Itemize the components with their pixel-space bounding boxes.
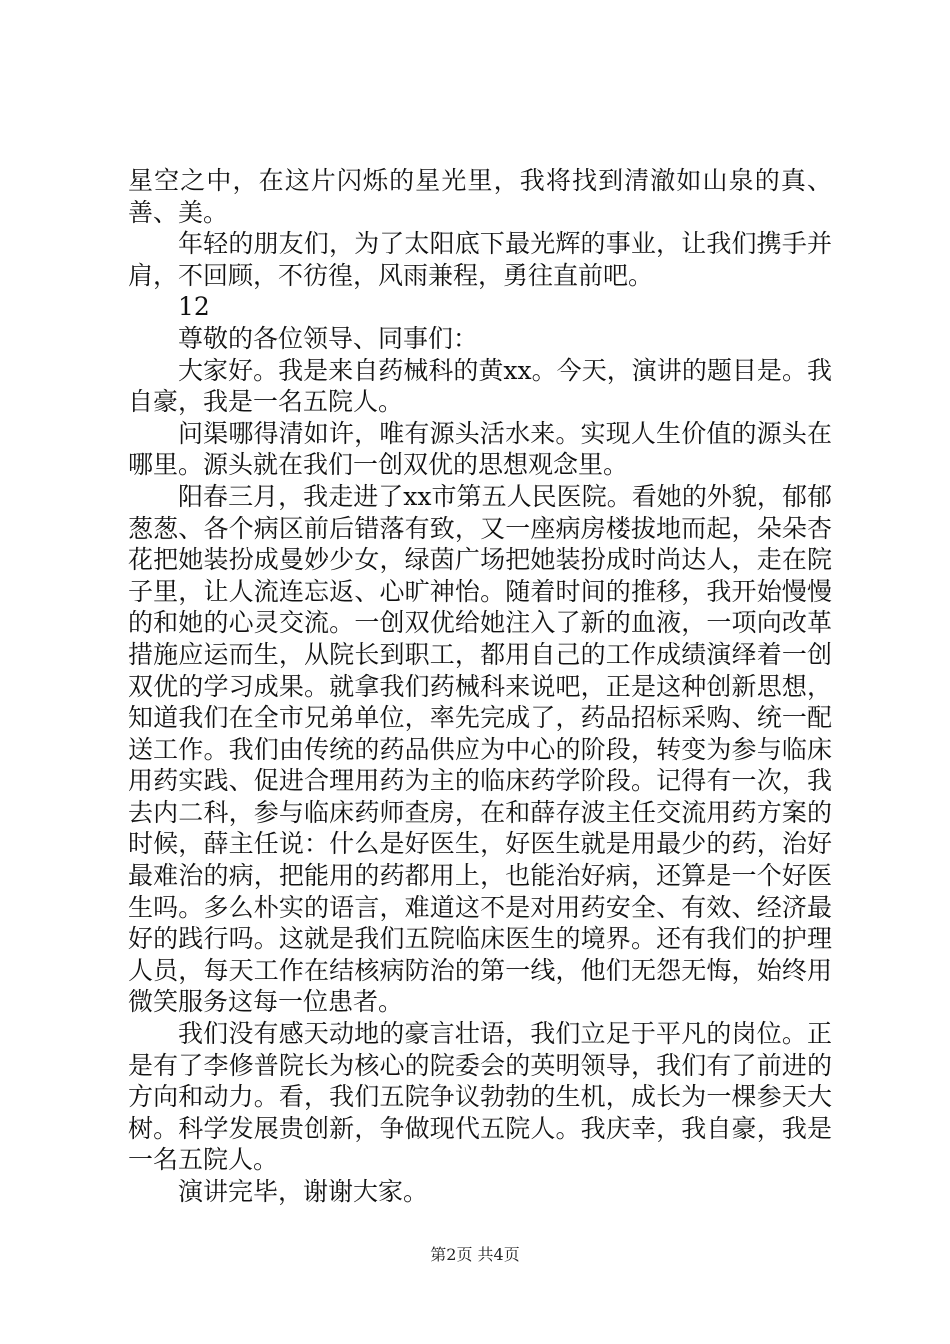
paragraph-leadership: 我们没有感天动地的豪言壮语，我们立足于平凡的岗位。正是有了李修普院长为核心的院委会的英明领导，我们有了前进的方向和动力。看，我们五院争议勃勃的生机，成长为一棵参天大树。科学发展贵创新，争做现代五院人。我庆幸，我自豪，我是一名五院人。 [128, 1019, 832, 1175]
paragraph-ending: 演讲完毕，谢谢大家。 [178, 1177, 429, 1206]
paragraph-introduction: 大家好。我是来自药械科的黄xx。今天，演讲的题目是。我自豪，我是一名五院人。 [128, 355, 832, 417]
paragraph-source-of-value: 问渠哪得清如许，唯有源头活水来。实现人生价值的源头在哪里。源头就在我们一创双优的思想观念里。 [128, 418, 832, 480]
document-body [128, 165, 832, 1208]
salutation: 尊敬的各位领导、同事们： [178, 323, 479, 353]
section-number: 12 [178, 292, 210, 322]
paragraph-hospital-story: 阳春三月，我走进了xx市第五人民医院。看她的外貌，郁郁葱葱、各个病区前后错落有致，又一座病房楼拔地而起，朵朵杏花把她装扮成曼妙少女，绿茵广场把她装扮成时尚达人，走在院子里，让人流连忘返、心旷神怡。随着时间的推移，我开始慢慢的和她的心灵交流。一创双优给她注入了新的血液，一项向改革措施应运而生，从院长到职工，都用自己的工作成绩演绎着一创双优的学习成果。就拿我们药械科来说吧，正是这种创新思想，知道我们在全市兄弟单位，率先完成了，药品招标采购、统一配送工作。我们由传统的药品供应为中心的阶段，转变为参与临床用药实践、促进合理用药为主的临床药学阶段。记得有一次，我去内二科，参与临床药师查房，在和薛存波主任交流用药方案的时候，薛主任说：什么是好医生，好医生就是用最少的药，治好最难治的病，把能用的药都用上，也能治好病，还算是一个好医生吗。多么朴实的语言，难道这不是对用药安全、有效、经济最好的践行吗。这就是我们五院临床医生的境界。还有我们的护理人员，每天工作在结核病防治的第一线，他们无怨无悔，始终用微笑服务这每一位患者。 [128, 481, 832, 1017]
page-footer: 第2页 共4页 [430, 1245, 520, 1264]
paragraph-closing-appeal: 年轻的朋友们，为了太阳底下最光辉的事业，让我们携手并肩，不回顾，不彷徨，风雨兼程，勇往直前吧。 [128, 229, 832, 290]
paragraph-continuation: 星空之中，在这片闪烁的星光里，我将找到清澈如山泉的真、善、美。 [128, 166, 832, 227]
